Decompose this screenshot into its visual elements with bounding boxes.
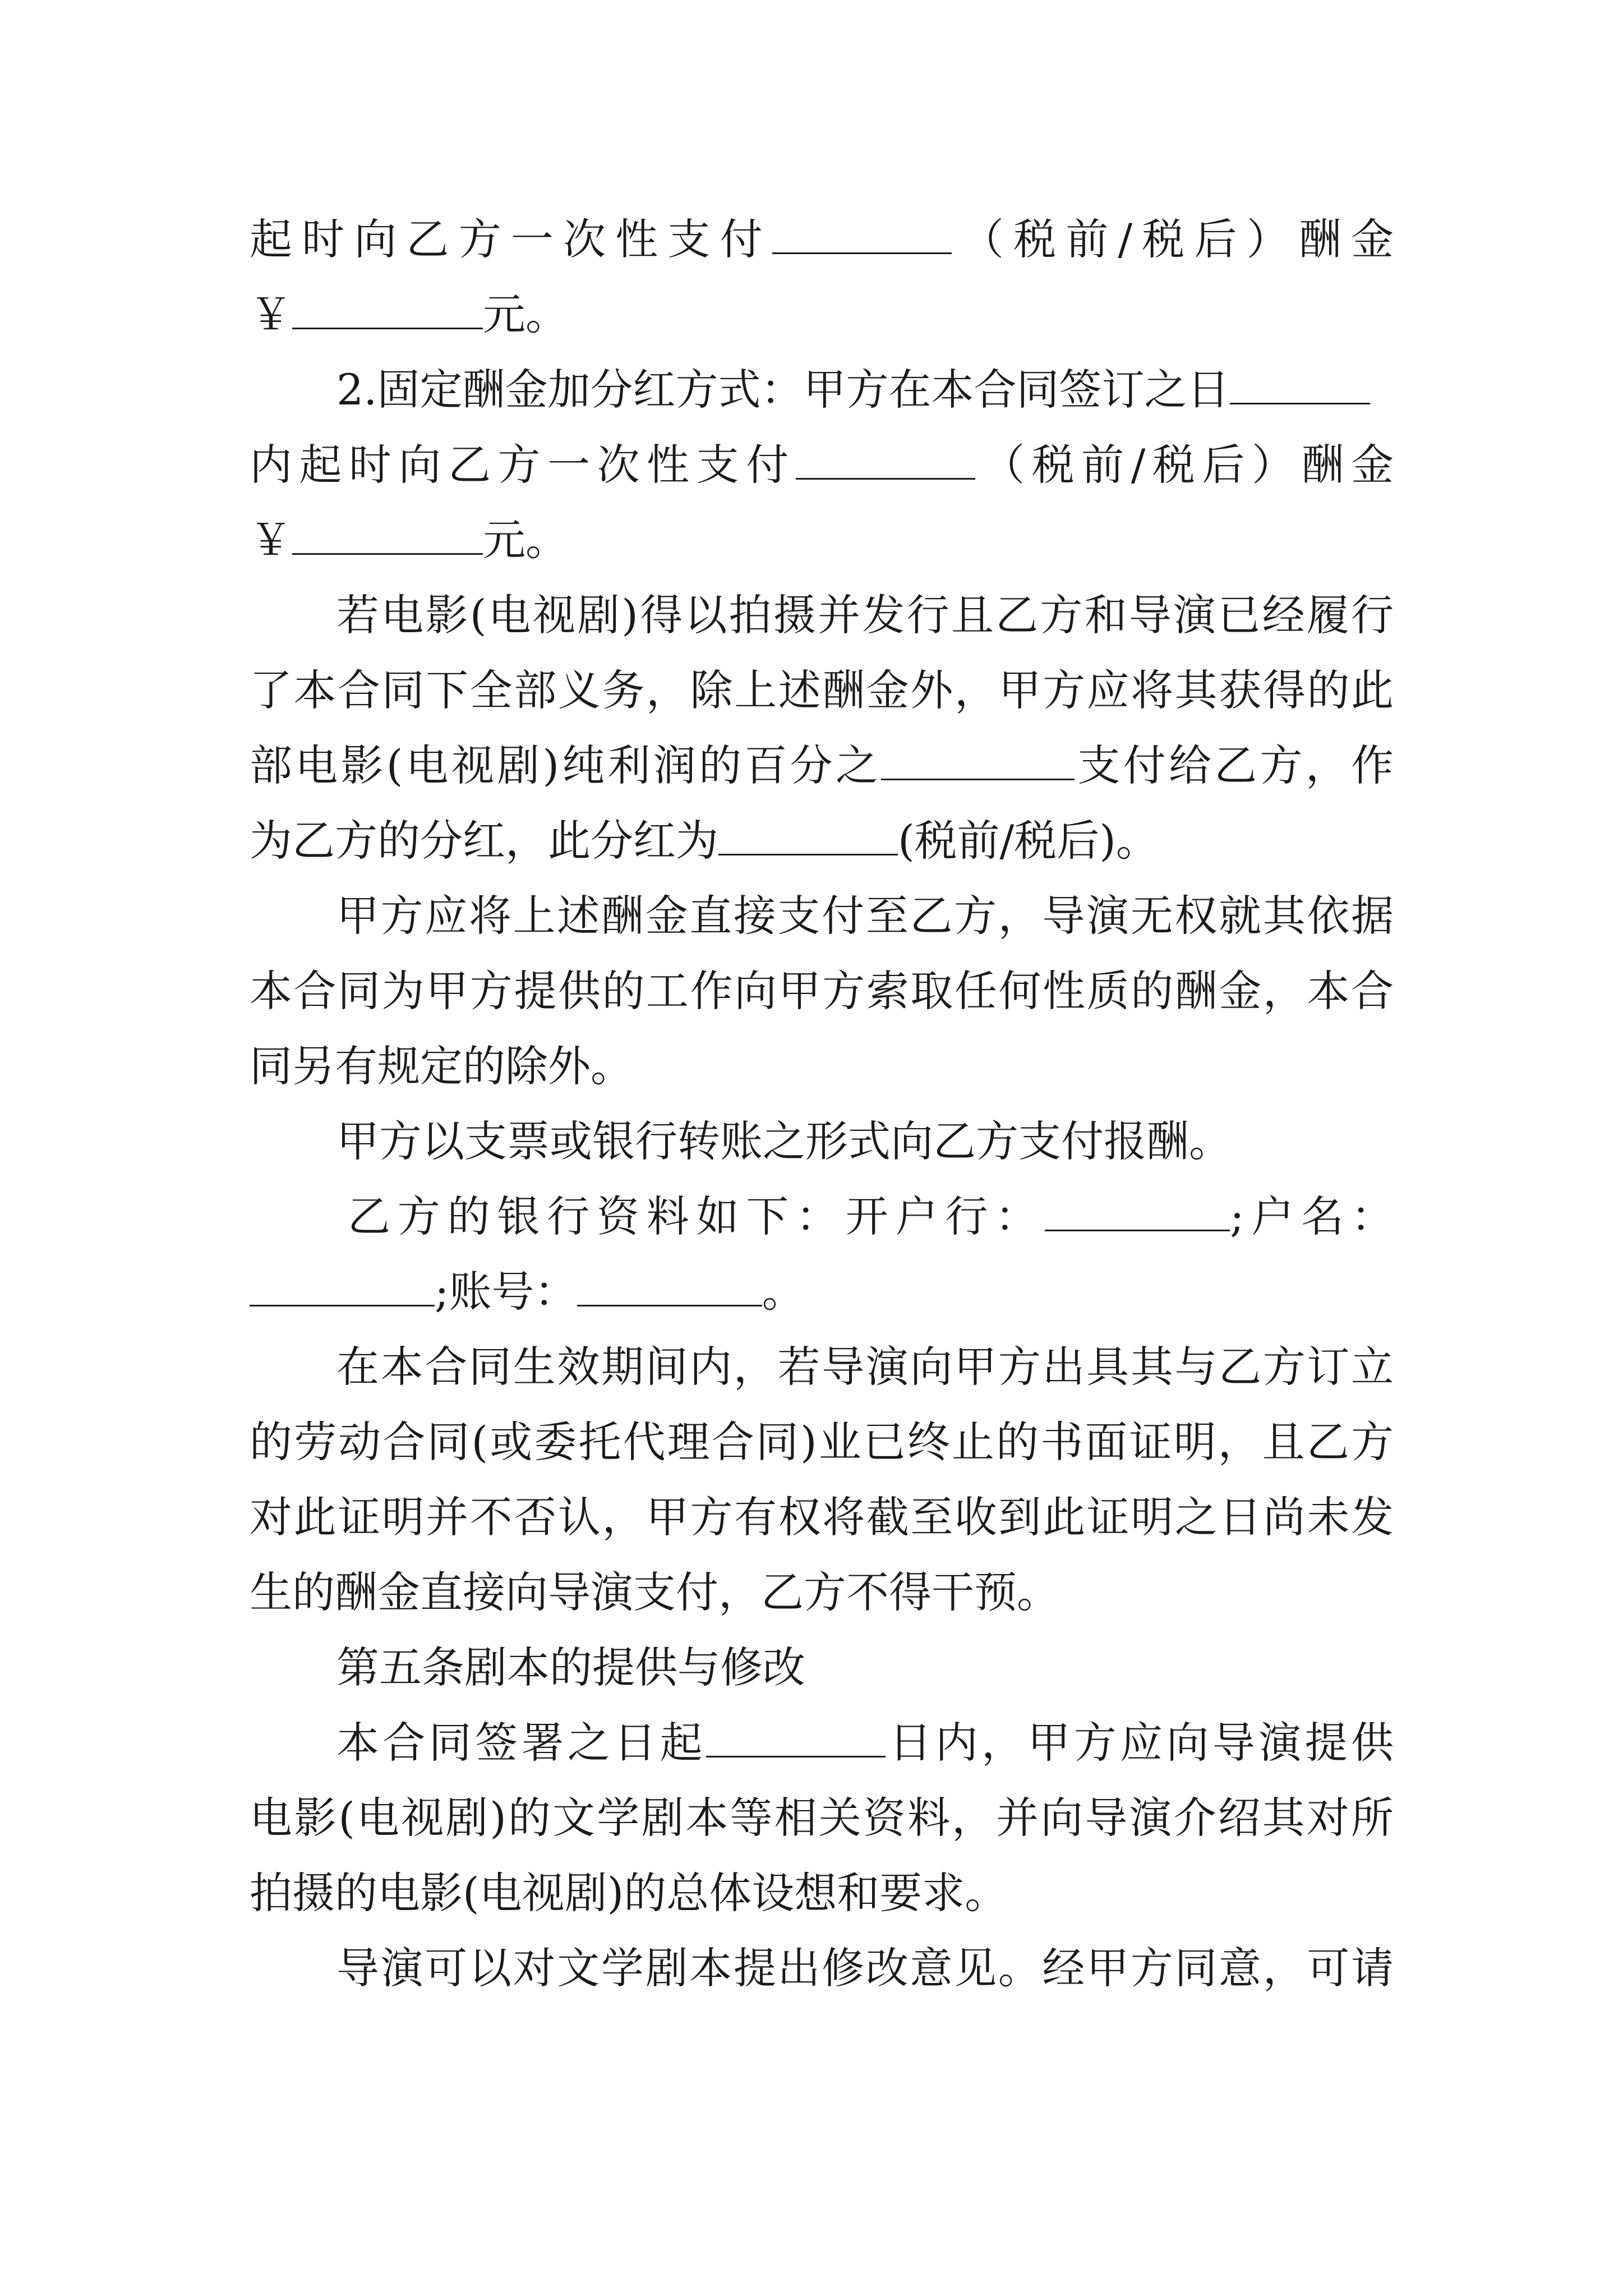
text-line (336, 362, 1394, 418)
text-line (250, 1565, 1394, 1621)
text-run: 2.固定酬金加分红方式：甲方在本合同签订之日 (336, 365, 1230, 415)
text-run: 起时向乙方一次性支付 (250, 214, 772, 264)
text-run: 内起时向乙方一次性支付 (250, 440, 796, 490)
text-run: 乙方的银行资料如下：开户行： (348, 1191, 1045, 1241)
text-run: 第五条剧本的提供与修改 (336, 1642, 805, 1692)
blank-field (881, 742, 1075, 780)
blank-field (1230, 366, 1370, 404)
text-run: 部电影(电视剧)纯利润的百分之 (250, 740, 882, 790)
text-line (250, 211, 1394, 268)
text-run: 。 (762, 1267, 805, 1317)
text-run: 为乙方的分红，此分红为 (250, 816, 718, 866)
blank-field (718, 817, 898, 855)
text-run: (税前/税后)。 (898, 816, 1159, 866)
text-run: 对此证明并不否认，甲方有权将截至收到此证明之日尚未发 (250, 1492, 1394, 1542)
text-line (250, 1414, 1394, 1470)
text-line (250, 1790, 1394, 1846)
blank-field (292, 516, 483, 555)
text-line (250, 662, 1394, 719)
text-run: ;户名： (1230, 1191, 1394, 1241)
section-heading (336, 1640, 1394, 1696)
text-line (336, 1715, 1394, 1771)
text-run: 的劳动合同(或委托代理合同)业已终止的书面证明，且乙方 (250, 1417, 1394, 1467)
text-run: 甲方以支票或银行转账之形式向乙方支付报酬。 (336, 1116, 1232, 1166)
text-run: 若电影(电视剧)得以拍摄并发行且乙方和导演已经履行 (336, 590, 1394, 640)
text-run: ￥ (250, 289, 292, 339)
text-run: 同另有规定的除外。 (250, 1041, 633, 1091)
blank-field (577, 1268, 762, 1306)
text-line (250, 738, 1394, 794)
text-run: 本合同为甲方提供的工作向甲方索取任何性质的酬金，本合 (250, 966, 1394, 1016)
blank-field (772, 215, 952, 254)
text-line (336, 1339, 1394, 1395)
text-line (250, 1865, 1394, 1921)
text-run: 导演可以对文学剧本提出修改意见。经甲方同意，可请 (336, 1943, 1394, 1993)
blank-field (1045, 1193, 1230, 1231)
text-run: 拍摄的电影(电视剧)的总体设想和要求。 (250, 1868, 1008, 1918)
text-run: ￥ (250, 515, 292, 565)
text-line (250, 963, 1394, 1019)
blank-field (250, 1268, 435, 1306)
text-run: 生的酬金直接向导演支付，乙方不得干预。 (250, 1567, 1059, 1617)
text-line (336, 1114, 1394, 1170)
text-line (250, 813, 1394, 869)
text-line (250, 437, 1394, 493)
text-run: 甲方应将上述酬金直接支付至乙方，导演无权就其依据 (336, 891, 1394, 941)
text-line (250, 1038, 1394, 1094)
text-line (336, 587, 1394, 643)
blank-field (796, 441, 975, 480)
text-run: 了本合同下全部义务，除上述酬金外，甲方应将其获得的此 (250, 665, 1394, 715)
text-line (250, 1489, 1394, 1545)
text-run: 日内，甲方应向导演提供 (885, 1718, 1394, 1768)
text-line (250, 287, 1394, 343)
text-run: 在本合同生效期间内，若导演向甲方出具其与乙方订立 (336, 1342, 1394, 1392)
text-run: 本合同签署之日起 (336, 1718, 706, 1768)
text-run: ;账号： (435, 1267, 577, 1317)
text-run: 元。 (483, 515, 568, 565)
text-run: 支付给乙方，作 (1075, 740, 1394, 790)
text-line (336, 1940, 1394, 1996)
text-run: 电影(电视剧)的文学剧本等相关资料，并向导演介绍其对所 (250, 1793, 1394, 1843)
text-run: 元。 (483, 289, 568, 339)
text-line (348, 1189, 1394, 1245)
text-line (336, 888, 1394, 944)
text-run: （税前/税后）酬金 (975, 440, 1394, 490)
text-line (250, 512, 1394, 568)
blank-field (292, 291, 483, 329)
text-line (250, 1264, 1394, 1320)
text-run: （税前/税后）酬金 (951, 214, 1394, 264)
blank-field (706, 1719, 886, 1757)
